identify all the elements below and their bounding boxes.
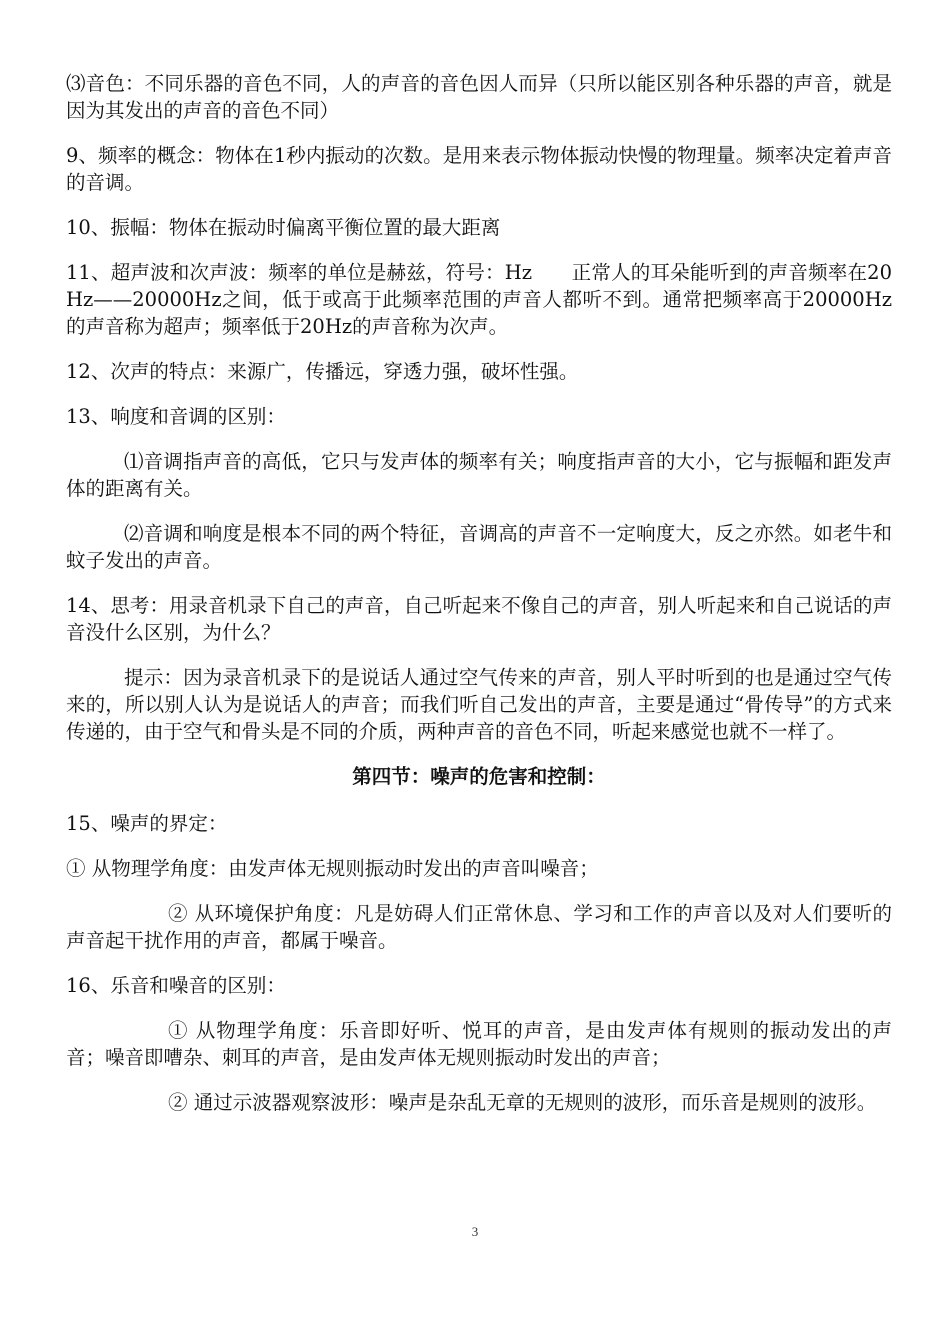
paragraph-loudness-pitch-2: ⑵音调和响度是根本不同的两个特征，音调高的声音不一定响度大，反之亦然。如老牛和蚊子发出的声音。: [66, 522, 892, 572]
paragraph-noise-physics: ① 从物理学角度：由发声体无规则振动时发出的声音叫噪音；: [66, 857, 599, 880]
page-number: 3: [471, 1224, 479, 1239]
paragraph-hint: 提示：因为录音机录下的是说话人通过空气传来的声音，别人平时听到的也是通过空气传来的，所以别人认为是说话人的声音；而我们听自己发出的声音，主要是通过“骨传导”的方式来传递的，由于空气和骨头是不同的介质，两种声音的音色不同，听起来感觉也就不一样了。: [66, 666, 892, 743]
paragraph-music-noise-oscilloscope: ② 通过示波器观察波形：噪声是杂乱无章的无规则的波形，而乐音是规则的波形。: [168, 1091, 877, 1114]
document-page: [66, 70, 892, 1134]
paragraph-loudness-pitch-1: ⑴音调指声音的高低，它只与发声体的频率有关；响度指声音的大小，它与振幅和距发声体的距离有关。: [66, 450, 892, 500]
paragraph-amplitude: 10、振幅：物体在振动时偏离平衡位置的最大距离: [66, 216, 501, 239]
paragraph-ultrasound-infrasound: 11、超声波和次声波：频率的单位是赫兹，符号：Hz 正常人的耳朵能听到的声音频率在20Hz——20000Hz之间，低于或高于此频率范围的声音人都听不到。通常把频率高于20000Hz的声音称为超声；频率低于20Hz的声音称为次声。: [66, 261, 892, 338]
paragraph-music-noise-title: 16、乐音和噪音的区别：: [66, 974, 286, 997]
paragraph-timbre: ⑶音色：不同乐器的音色不同，人的声音的音色因人而异（只所以能区别各种乐器的声音，就是因为其发出的声音的音色不同）: [66, 72, 892, 122]
paragraph-music-noise-physics: ① 从物理学角度：乐音即好听、悦耳的声音，是由发声体有规则的振动发出的声音；噪音即嘈杂、刺耳的声音，是由发声体无规则振动时发出的声音；: [66, 1019, 892, 1069]
paragraph-noise-definition-title: 15、噪声的界定：: [66, 812, 228, 835]
paragraph-think-question: 14、思考：用录音机录下自己的声音，自己听起来不像自己的声音，别人听起来和自己说话的声音没什么区别，为什么？: [66, 594, 892, 644]
paragraph-infrasound-features: 12、次声的特点：来源广，传播远，穿透力强，破坏性强。: [66, 360, 579, 383]
paragraph-frequency-concept: 9、频率的概念：物体在1秒内振动的次数。是用来表示物体振动快慢的物理量。频率决定着声音的音调。: [66, 144, 892, 194]
paragraph-noise-environment: ② 从环境保护角度：凡是妨碍人们正常休息、学习和工作的声音以及对人们要听的声音起干扰作用的声音，都属于噪音。: [66, 902, 892, 952]
paragraph-loudness-pitch-title: 13、响度和音调的区别：: [66, 405, 286, 428]
section-heading: 第四节：噪声的危害和控制：: [352, 765, 606, 788]
